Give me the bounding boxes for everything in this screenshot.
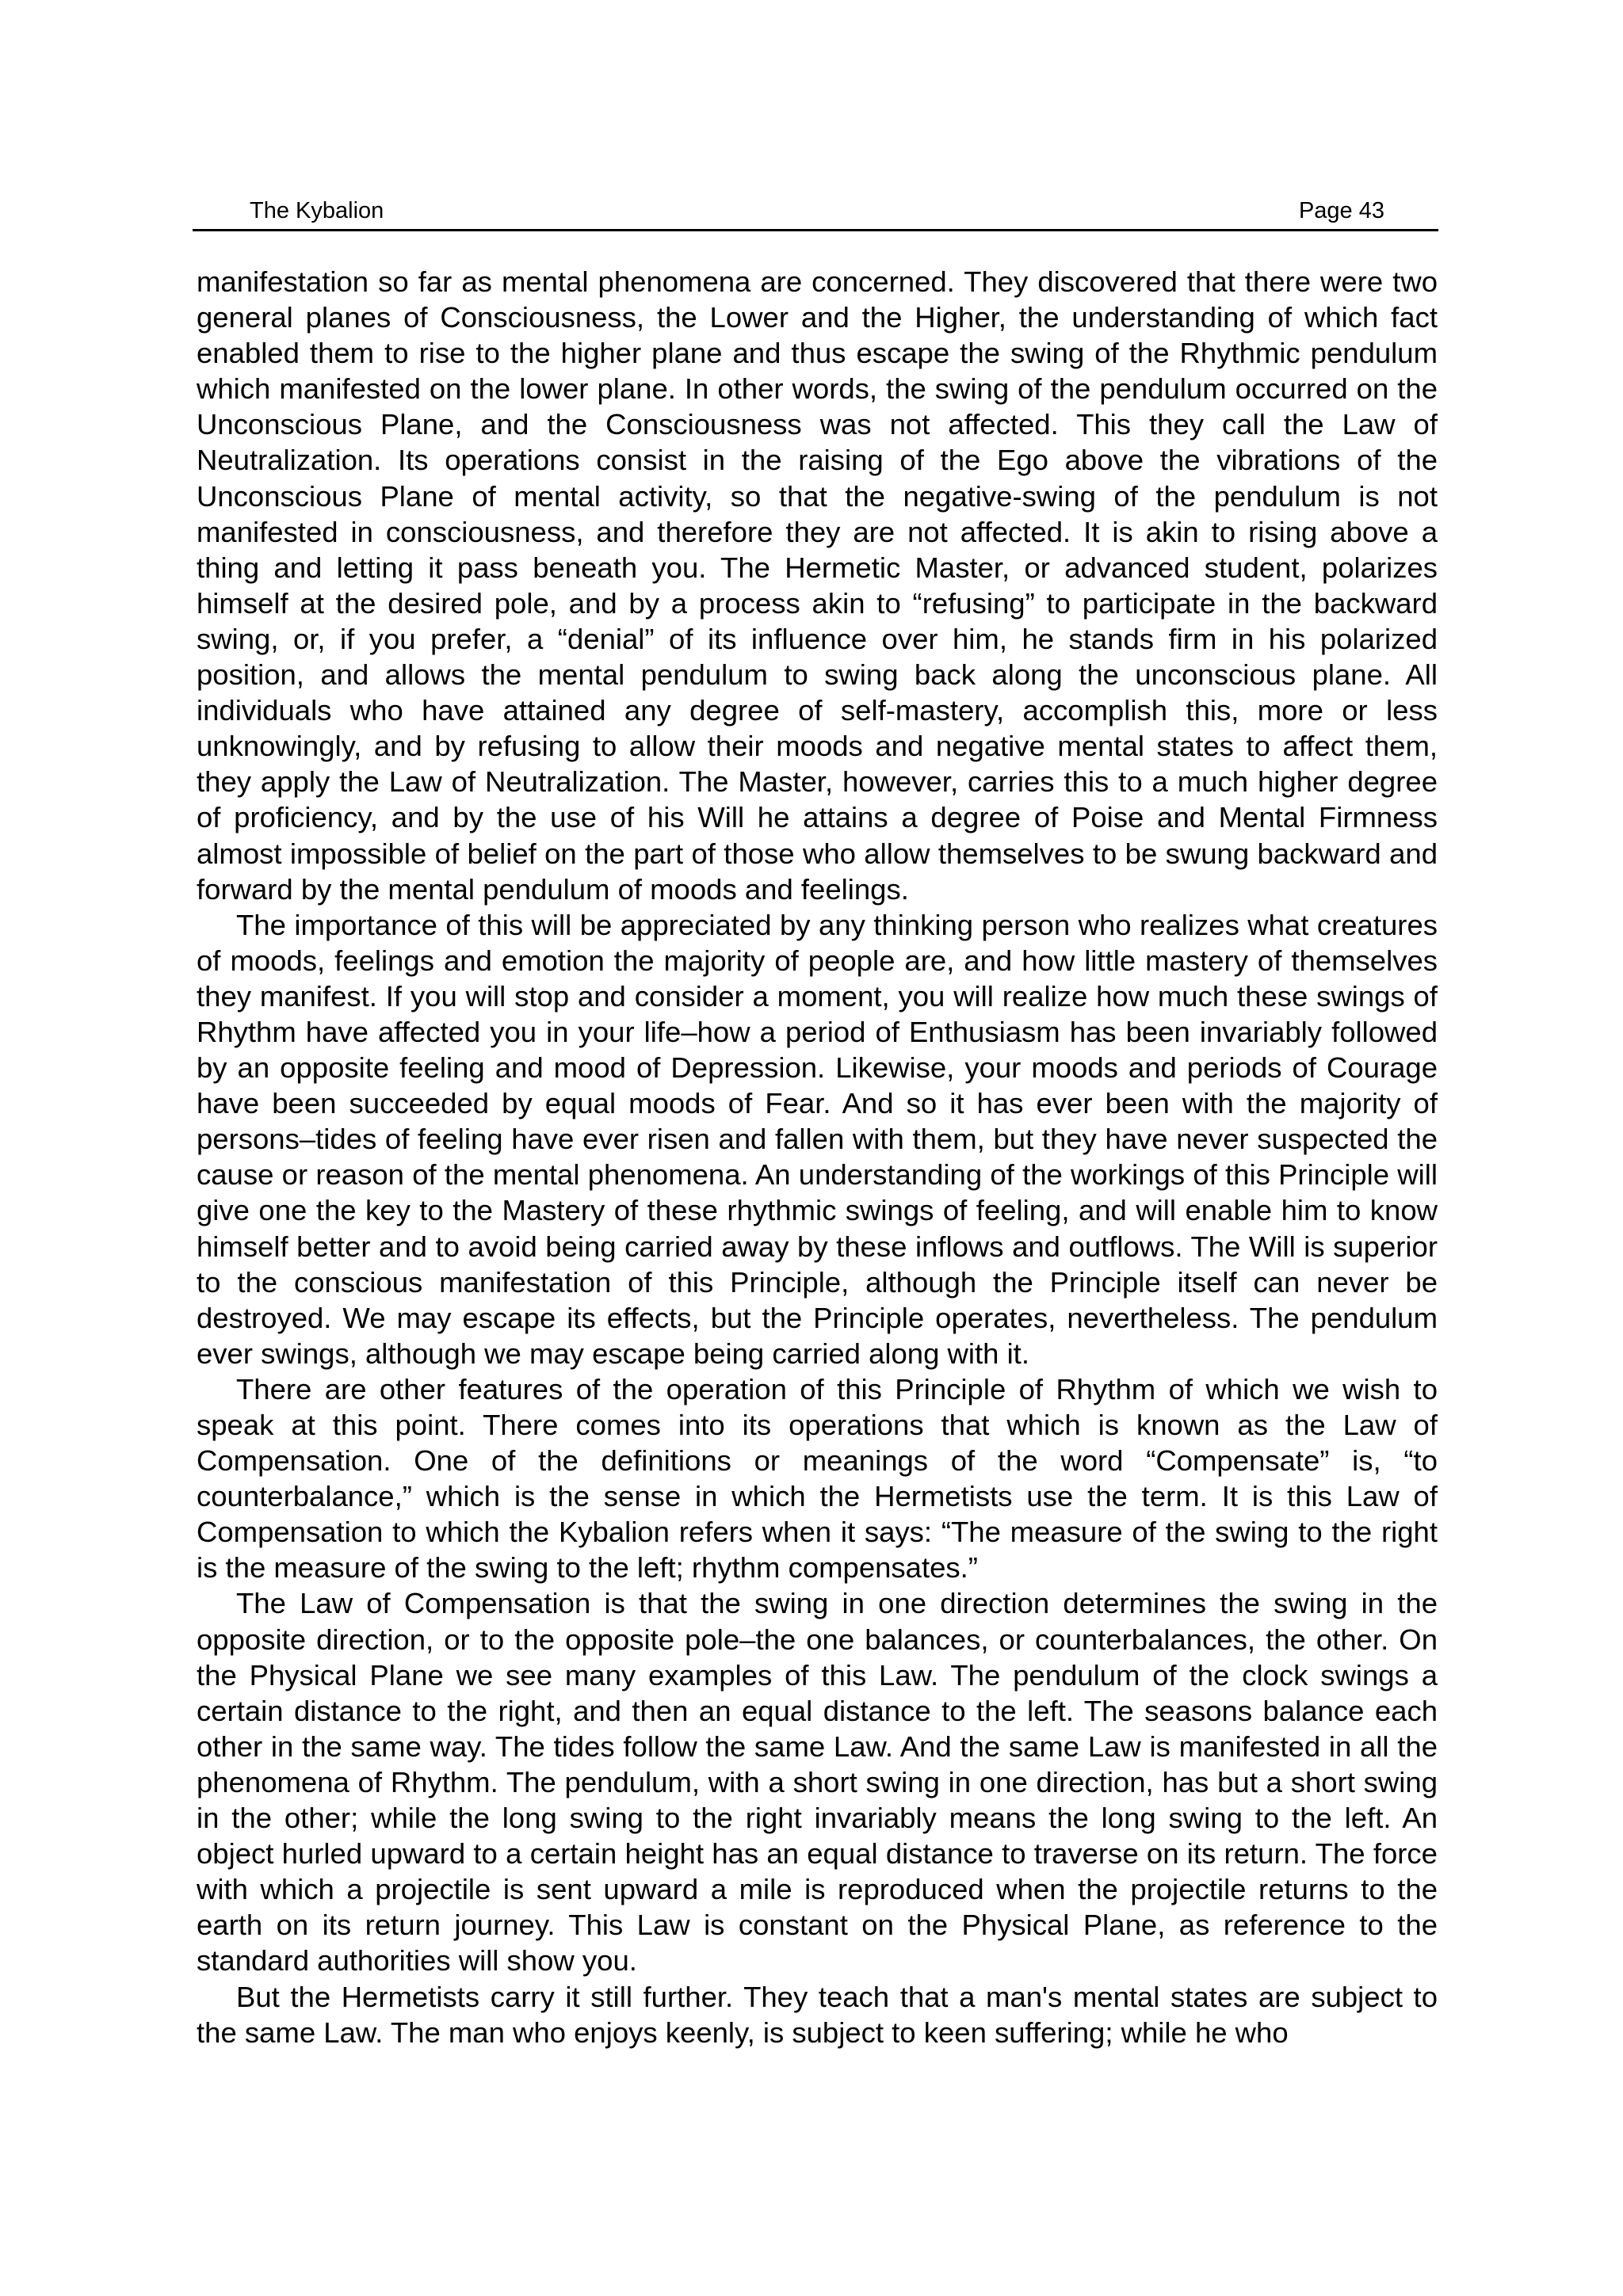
page-number: Page 43 [1298,198,1384,223]
body-text [197,264,1438,2050]
page-header [193,196,1438,231]
paragraph-5: But the Hermetists carry it still further. They teach that a man's mental states are subject to the same Law. The man who enjoys keenly, is subject to keen suffering; while he who [197,1980,1438,2049]
paragraph-3: There are other features of the operation of this Principle of Rhythm of which we wish to speak at this point. There comes into its operations that which is known as the Law of Compensation. One of the definitions or meanings of the word “Compensate” is, “to counterbalance,” which is the sense in which the Hermetists use the term. It is this Law of Compensation to which the Kybalion refers when it says: “The measure of the swing to the right is the measure of the swing to the left; rhythm compensates.” [197,1372,1438,1585]
paragraph-2: The importance of this will be appreciated by any thinking person who realizes what creatures of moods, feelings and emotion the majority of people are, and how little mastery of themselves they manifest. If you will stop and consider a moment, you will realize how much these swings of Rhythm have affected you in your life–how a period of Enthusiasm has been invariably followed by an opposite feeling and mood of Depression. Likewise, your moods and periods of Courage have been succeeded by equal moods of Fear. And so it has ever been with the majority of persons–tides of feeling have ever risen and fallen with them, but they have never suspected the cause or reason of the mental phenomena. An understanding of the workings of this Principle will give one the key to the Mastery of these rhythmic swings of feeling, and will enable him to know himself better and to avoid being carried away by these inflows and outflows. The Will is superior to the conscious manifestation of this Principle, although the Principle itself can never be destroyed. We may escape its effects, but the Principle operates, nevertheless. The pendulum ever swings, although we may escape being carried along with it. [197,908,1438,1370]
paragraph-1: manifestation so far as mental phenomena are concerned. They discovered that there were two general planes of Consciousness, the Lower and the Higher, the understanding of which fact enabled them to rise to the higher plane and thus escape the swing of the Rhythmic pendulum which manifested on the lower plane. In other words, the swing of the pendulum occurred on the Unconscious Plane, and the Consciousness was not affected. This they call the Law of Neutralization. Its operations consist in the raising of the Ego above the vibrations of the Unconscious Plane of mental activity, so that the negative-swing of the pendulum is not manifested in consciousness, and therefore they are not affected. It is akin to rising above a thing and letting it pass beneath you. The Hermetic Master, or advanced student, polarizes himself at the desired pole, and by a process akin to “refusing” to participate in the backward swing, or, if you prefer, a “denial” of its influence over him, he stands firm in his polarized position, and allows the mental pendulum to swing back along the unconscious plane. All individuals who have attained any degree of self-mastery, accomplish this, more or less unknowingly, and by refusing to allow their moods and negative mental states to affect them, they apply the Law of Neutralization. The Master, however, carries this to a much higher degree of proficiency, and by the use of his Will he attains a degree of Poise and Mental Firmness almost impossible of belief on the part of those who allow themselves to be swung backward and forward by the mental pendulum of moods and feelings. [197,265,1438,906]
book-title: The Kybalion [250,198,384,223]
paragraph-4: The Law of Compensation is that the swing in one direction determines the swing in the opposite direction, or to the opposite pole–the one balances, or counterbalances, the other. On the Physical Plane we see many examples of this Law. The pendulum of the clock swings a certain distance to the right, and then an equal distance to the left. The seasons balance each other in the same way. The tides follow the same Law. And the same Law is manifested in all the phenomena of Rhythm. The pendulum, with a short swing in one direction, has but a short swing in the other; while the long swing to the right invariably means the long swing to the left. An object hurled upward to a certain height has an equal distance to traverse on its return. The force with which a projectile is sent upward a mile is reproduced when the projectile returns to the earth on its return journey. This Law is constant on the Physical Plane, as reference to the standard authorities will show you. [197,1587,1438,1978]
